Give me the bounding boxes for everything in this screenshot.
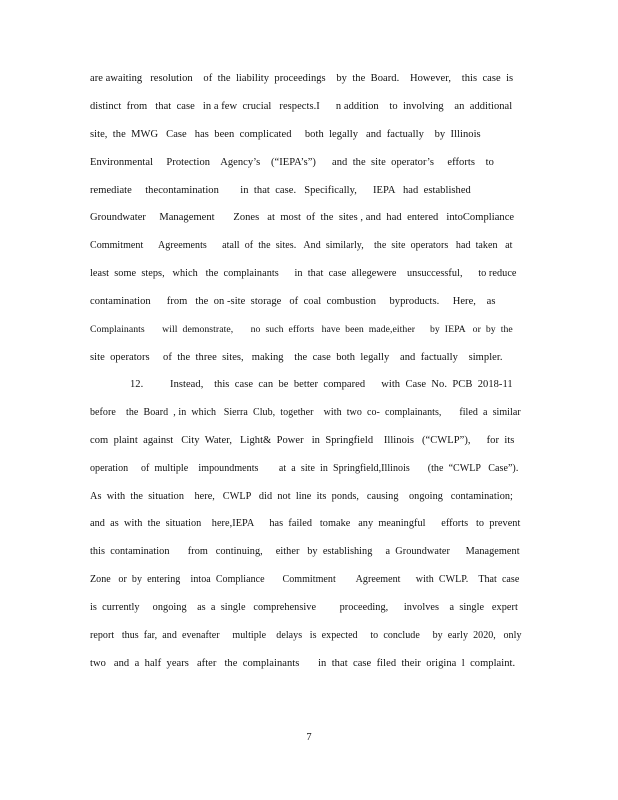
- page-number: 7: [306, 732, 312, 743]
- paragraph-line: report thus far, and evenafter multiple delays is expected to conclude by early 2020, only: [90, 630, 522, 641]
- paragraph-line: Complainants will demonstrate, no such efforts have been made,either by IEPA or by the: [90, 324, 513, 335]
- paragraph-line: remediate thecontamination in that case. Specifically, IEPA had established: [90, 185, 471, 196]
- paragraph-line: contamination from the on -site storage of coal combustion byproducts. Here, as: [90, 296, 496, 307]
- paragraph-line: Environmental Protection Agency’s (“IEPA’s”) and the site operator’s efforts to: [90, 157, 494, 168]
- paragraph-line: two and a half years after the complainants in that case filed their origina l complaint.: [90, 658, 516, 669]
- paragraph-line: operation of multiple impoundments at a site in Springfield,Illinois (the “CWLP Case”).: [90, 463, 519, 474]
- paragraph-line: is currently ongoing as a single comprehensive proceeding, involves a single expert: [90, 602, 518, 613]
- paragraph-line: before the Board , in which Sierra Club, together with two co- complainants, filed a similar: [90, 407, 521, 418]
- paragraph-line: Groundwater Management Zones at most of the sites , and had entered intoCompliance: [90, 212, 515, 223]
- paragraph-line: As with the situation here, CWLP did not line its ponds, causing ongoing contamination;: [90, 491, 513, 502]
- paragraph-12-first-line: 12. Instead, this case can be better compared with Case No. PCB 2018-11: [130, 379, 513, 390]
- paragraph-line: Zone or by entering intoa Compliance Commitment Agreement with CWLP. That case: [90, 574, 520, 585]
- paragraph-line: Commitment Agreements atall of the sites. And similarly, the site operators had taken at: [90, 240, 513, 251]
- paragraph-line: com plaint against City Water, Light& Power in Springfield Illinois (“CWLP”), for its: [90, 435, 515, 446]
- paragraph-line: site operators of the three sites, making the case both legally and factually simpler.: [90, 352, 503, 363]
- paragraph-line: and as with the situation here,IEPA has failed tomake any meaningful efforts to prevent: [90, 518, 521, 529]
- paragraph-line: distinct from that case in a few crucial respects.I n addition to involving an additional: [90, 101, 513, 112]
- paragraph-line: site, the MWG Case has been complicated both legally and factually by Illinois: [90, 129, 481, 140]
- paragraph-line: least some steps, which the complainants in that case allegewere unsuccessful, to reduce: [90, 268, 517, 279]
- paragraph-line: are awaiting resolution of the liability proceedings by the Board. However, this case is: [90, 73, 514, 84]
- paragraph-line: this contamination from continuing, either by establishing a Groundwater Management: [90, 546, 520, 557]
